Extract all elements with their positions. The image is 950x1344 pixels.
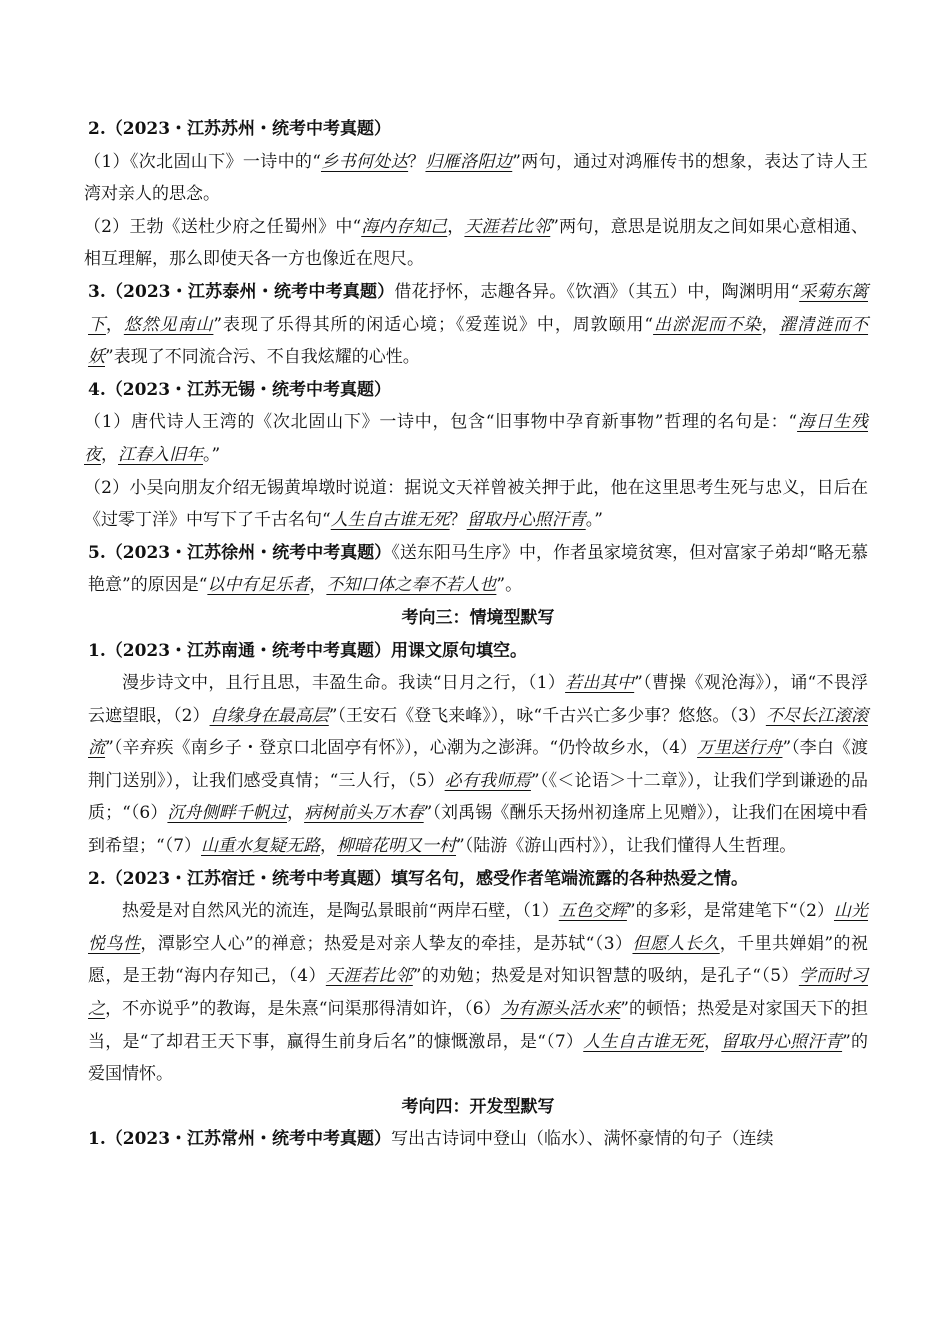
answer-blank: 海内存知己 bbox=[361, 216, 448, 237]
answer-blank: 海日生残夜 bbox=[84, 412, 869, 465]
answer-blank: 自缘身在最高层 bbox=[209, 705, 329, 726]
answer-blank: 以中有足乐者 bbox=[207, 575, 310, 596]
answer-blank: 人生自古谁无死 bbox=[583, 1031, 705, 1052]
answer-blank: 江春入旧年 bbox=[118, 444, 203, 465]
question-item: （1）《次北固山下》一诗中的“乡书何处达？归雁洛阳边”两句，通过对鸿雁传书的想象，表达了诗人王湾对亲人的思念。 bbox=[84, 151, 869, 205]
question-heading: 2.（2023・江苏宿迁・统考中考真题）填写名句，感受作者笔端流露的各种热爱之情。 bbox=[88, 868, 749, 889]
answer-blank: 留取丹心照汗青 bbox=[721, 1031, 843, 1052]
answer-blank: 病树前头万木春 bbox=[304, 803, 424, 824]
question-item: （2）王勃《送杜少府之任蜀州》中“海内存知己，天涯若比邻”两句，意思是说朋友之间如果心意相通、相互理解，那么即使天各一方也像近在咫尺。 bbox=[84, 216, 869, 270]
answer-blank: 万里送行舟 bbox=[697, 738, 783, 759]
question-item: 3.（2023・江苏泰州・统考中考真题）借花抒怀，志趣各异。《饮酒》（其五）中，陶渊明用“采菊东篱下，悠然见南山”表现了乐得其所的闲适心境；《爱莲说》中，周敦颐用“出淤泥而不染，濯清涟而不妖”表现了不同流合污、不自我炫耀的心性。 bbox=[88, 281, 869, 368]
answer-blank: 柳暗花明又一村 bbox=[337, 836, 457, 857]
section-title: 考向三：情境型默写 bbox=[401, 607, 555, 628]
answer-blank: 天涯若比邻 bbox=[325, 966, 413, 987]
answer-blank: 不知口体之奉不若人也 bbox=[326, 575, 497, 596]
section-title: 考向四：开发型默写 bbox=[401, 1096, 555, 1117]
answer-blank: 人生自古谁无死 bbox=[330, 510, 450, 531]
document-page bbox=[84, 113, 869, 1156]
answer-blank: 悠然见南山 bbox=[123, 314, 214, 335]
question-heading: 4.（2023・江苏无锡・统考中考真题） bbox=[88, 379, 392, 400]
question-item: （1）唐代诗人王湾的《次北固山下》一诗中，包含“旧事物中孕育新事物”哲理的名句是：“海日生残夜，江春入旧年。” bbox=[84, 412, 869, 465]
question-item: （2）小吴向朋友介绍无锡黄埠墩时说道：据说文天祥曾被关押于此，他在这里思考生死与忠义，日后在《过零丁洋》中写下了千古名句“人生自古谁无死？留取丹心照汗青。” bbox=[84, 477, 868, 531]
answer-blank: 乡书何处达 bbox=[320, 151, 409, 172]
answer-blank: 天涯若比邻 bbox=[464, 216, 551, 237]
answer-blank: 出淤泥而不染 bbox=[653, 314, 762, 335]
answer-blank: 若出其中 bbox=[565, 673, 635, 694]
answer-blank: 山光悦鸟性 bbox=[88, 901, 869, 954]
answer-blank: 山重水复疑无路 bbox=[201, 836, 321, 857]
answer-blank: 濯清涟而不妖 bbox=[88, 314, 869, 368]
answer-blank: 采菊东篱下 bbox=[88, 281, 868, 335]
question-body: 热爱是对自然风光的流连，是陶弘景眼前“两岸石壁，（1）五色交辉”的多彩，是常建笔下“（2）山光悦鸟性，潭影空人心”的禅意；热爱是对亲人挚友的牵挂，是苏轼“（3）但愿人长久，千里共婵娟”的祝愿，是王勃“海内存知己，（4）天涯若比邻”的劝勉；热爱是对知识智慧的吸纳，是孔子“（5）学而时习之，不亦说乎”的教诲，是朱熹“问渠那得清如许，（6）为有源头活水来”的顿悟；热爱是对家国天下的担当，是“了却君王天下事，赢得生前身后名”的慷慨激昂，是“（7）人生自古谁无死，留取丹心照汗青”的爱国情怀。 bbox=[88, 901, 869, 1085]
question-item: 1.（2023・江苏常州・统考中考真题）写出古诗词中登山（临水）、满怀豪情的句子（连续 bbox=[88, 1129, 774, 1150]
question-body: 漫步诗文中，且行且思，丰盈生命。我读“日月之行，（1）若出其中”（曹操《观沧海》），诵“不畏浮云遮望眼，（2）自缘身在最高层”（王安石《登飞来峰》），咏“千古兴亡多少事？悠悠。（3）不尽长江滚滚流”（辛弃疾《南乡子・登京口北固亭有怀》），心潮为之澎湃。“仍怜故乡水，（4）万里送行舟”（李白《渡荆门送别》），让我们感受真情；“三人行，（5）必有我师焉”（《＜论语＞十二章》），让我们学到谦逊的品质；“（6）沉舟侧畔千帆过，病树前头万木春”（刘禹锡《酬乐天扬州初逢席上见赠》），让我们在困境中看到希望；“（7）山重水复疑无路，柳暗花明又一村”（陆游《游山西村》），让我们懂得人生哲理。 bbox=[88, 673, 869, 857]
question-heading: 2.（2023・江苏苏州・统考中考真题） bbox=[88, 119, 392, 139]
answer-blank: 必有我师焉 bbox=[444, 770, 531, 791]
question-item: 5.（2023・江苏徐州・统考中考真题）《送东阳马生序》中，作者虽家境贫寒，但对富家子弟却“略无慕艳意”的原因是“以中有足乐者，不知口体之奉不若人也”。 bbox=[88, 542, 868, 596]
answer-blank: 但愿人长久 bbox=[632, 933, 720, 954]
answer-blank: 沉舟侧畔千帆过 bbox=[167, 803, 287, 824]
question-heading: 1.（2023・江苏南通・统考中考真题）用课文原句填空。 bbox=[88, 640, 528, 661]
answer-blank: 归雁洛阳边 bbox=[425, 151, 513, 172]
answer-blank: 留取丹心照汗青 bbox=[466, 510, 586, 531]
answer-blank: 为有源头活水来 bbox=[500, 999, 621, 1020]
answer-blank: 不尽长江滚滚流 bbox=[88, 705, 869, 759]
answer-blank: 学而时习之 bbox=[88, 966, 869, 1020]
answer-blank: 五色交辉 bbox=[558, 901, 627, 922]
